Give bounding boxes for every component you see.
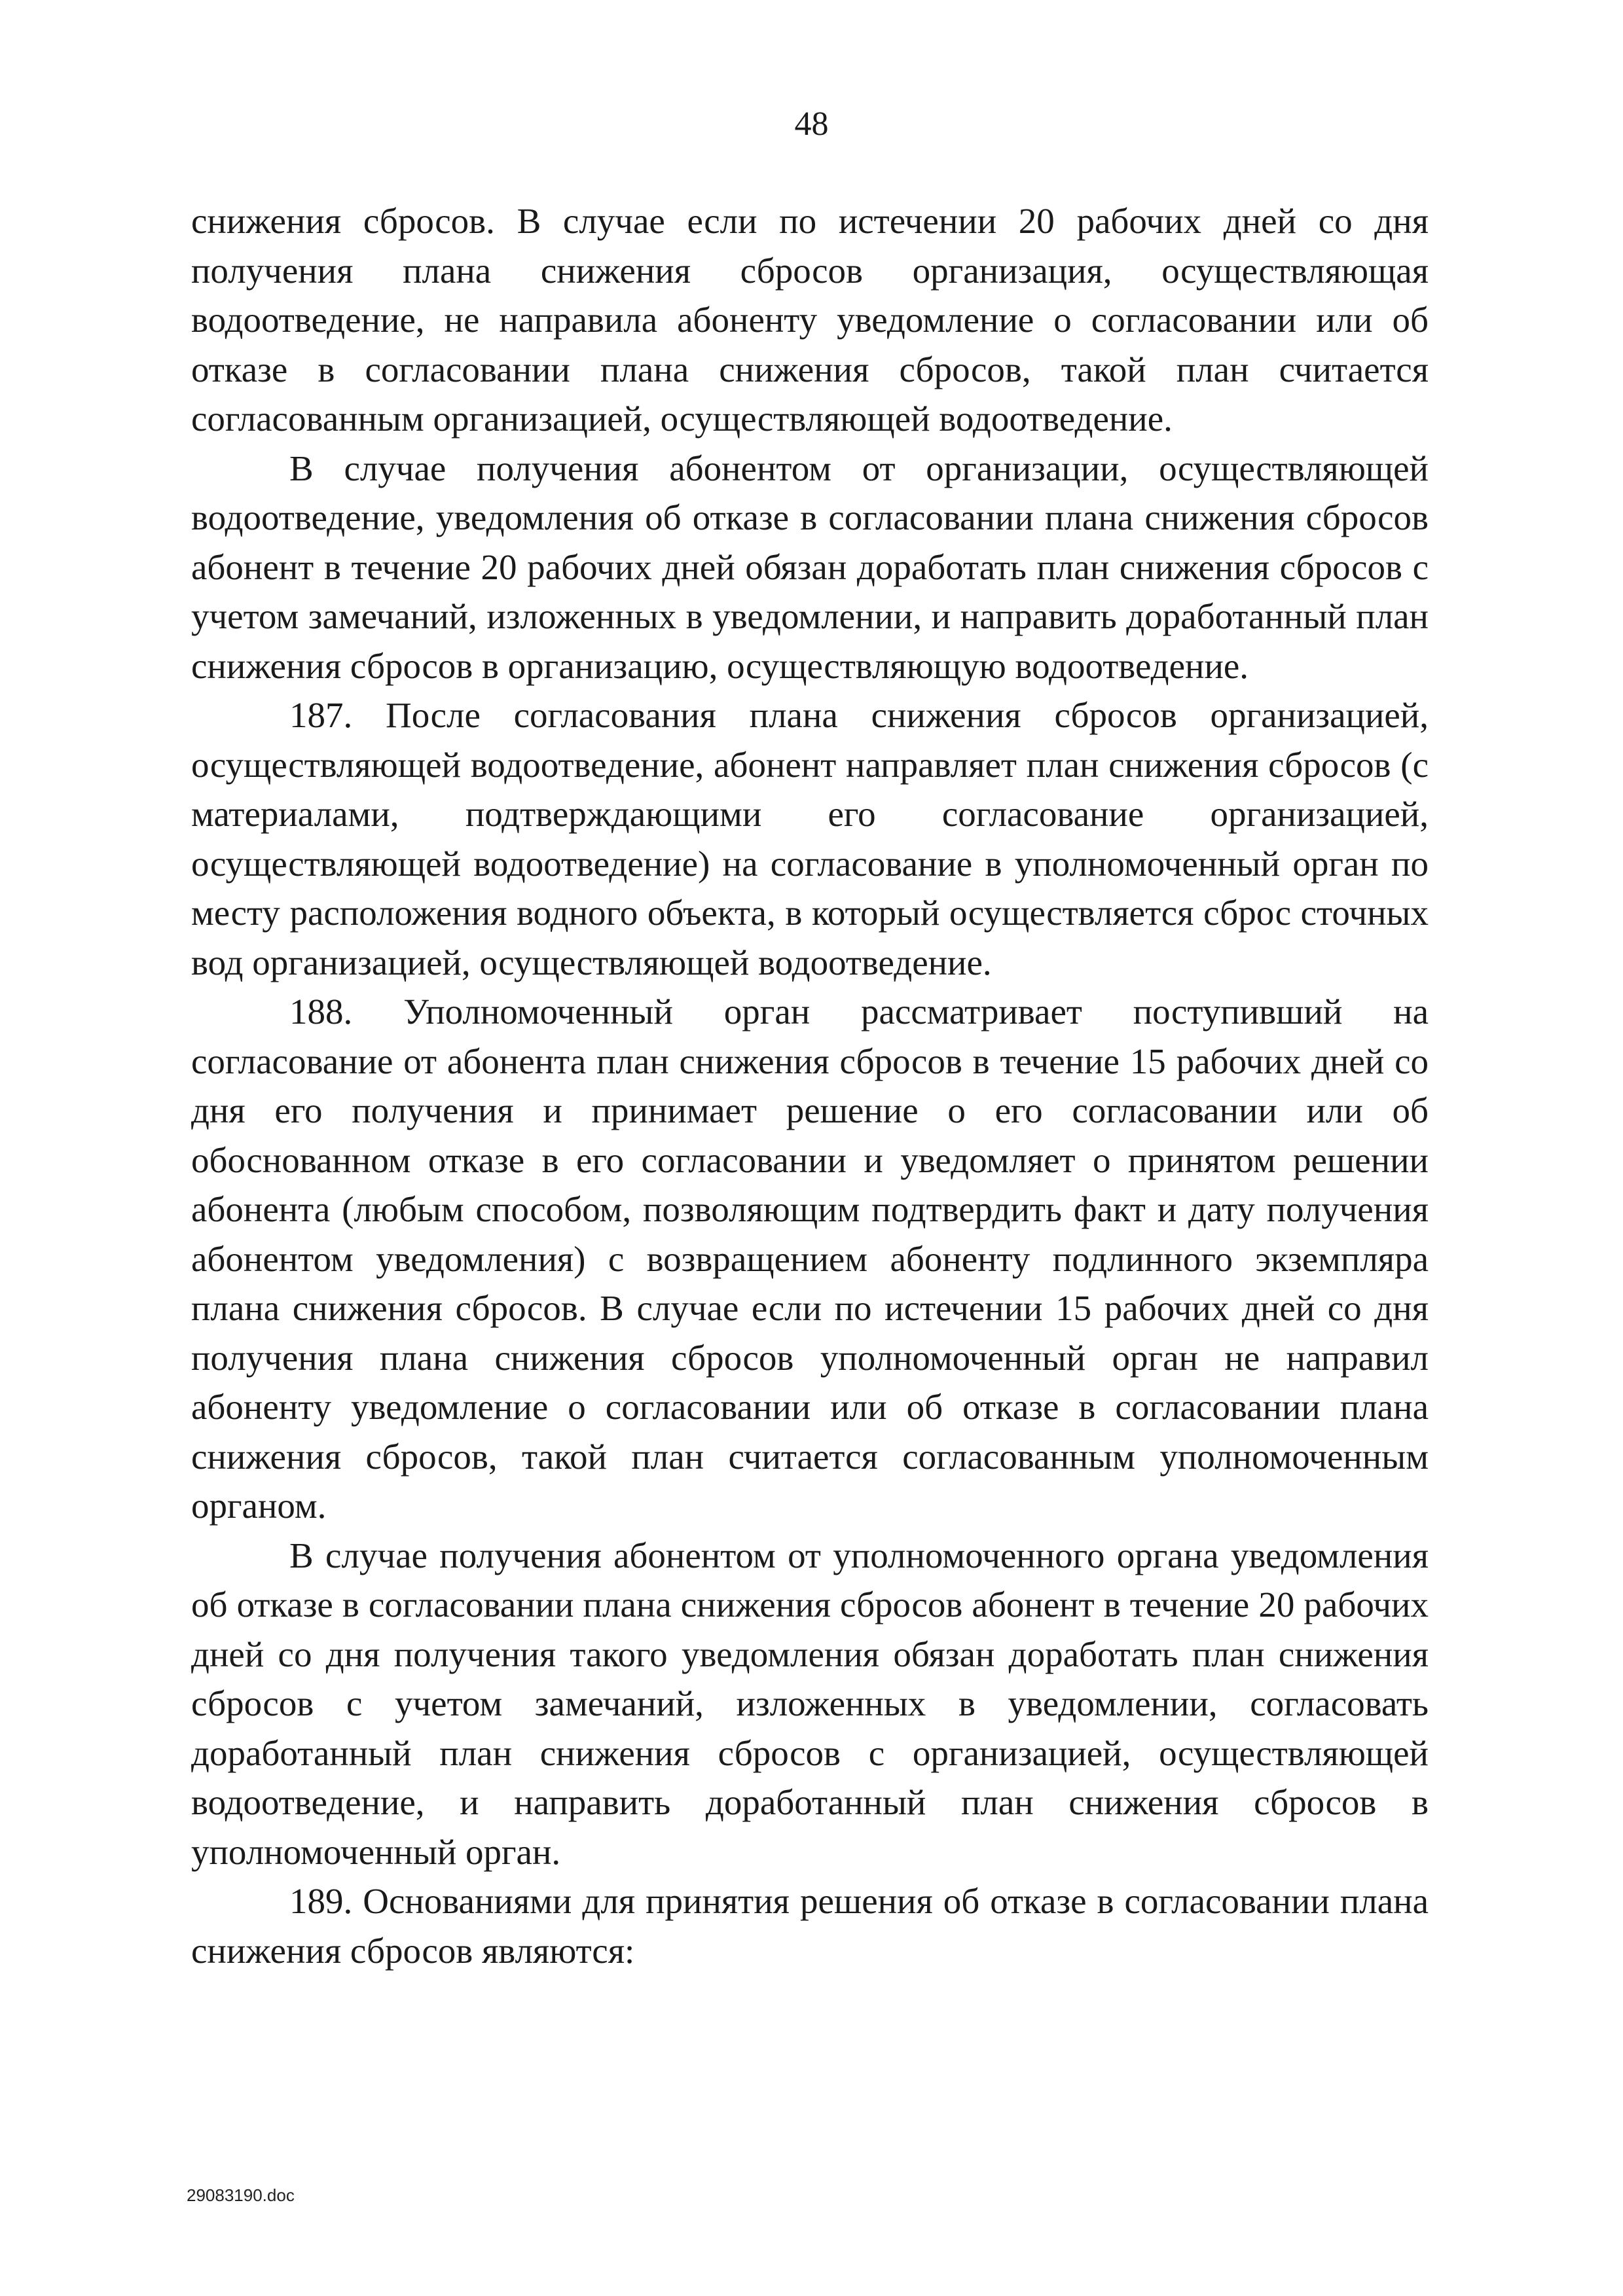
paragraph-item-187: 187. После согласования плана снижения сбросов организацией, осуществляющей водоотведение, абонент направляет план снижения сбросов (с материалами, подтверждающими его согласование организацией, осуществляющей водоотведение) на согласование в уполномоченный орган по месту расположения водного объекта, в который осуществляется сброс сточных вод организацией, осуществляющей водоотведение. — [191, 695, 1429, 982]
paragraph-continuation: снижения сбросов. В случае если по истечении 20 рабочих дней со дня получения плана снижения сбросов организация, осуществляющая водоотведение, не направила абоненту уведомление о согласовании или об отказе в согласовании плана снижения сбросов, такой план считается согласованным организацией, осуществляющей водоотведение. — [191, 201, 1429, 439]
document-body — [191, 196, 1429, 1975]
footer-file-name: 29083190.doc — [187, 2185, 295, 2205]
page-number: 48 — [794, 105, 829, 143]
paragraph-item-189: 189. Основаниями для принятия решения об отказе в согласовании плана снижения сбросов являются: — [191, 1881, 1429, 1971]
paragraph: В случае получения абонентом от организации, осуществляющей водоотведение, уведомления об отказе в согласовании плана снижения сбросов абонент в течение 20 рабочих дней обязан доработать план снижения сбросов с учетом замечаний, изложенных в уведомлении, и направить доработанный план снижения сбросов в организацию, осуществляющую водоотведение. — [191, 448, 1429, 686]
paragraph: В случае получения абонентом от уполномоченного органа уведомления об отказе в согласовании плана снижения сбросов абонент в течение 20 рабочих дней со дня получения такого уведомления обязан доработать план снижения сбросов с учетом замечаний, изложенных в уведомлении, согласовать доработанный план снижения сбросов с организацией, осуществляющей водоотведение, и направить доработанный план снижения сбросов в уполномоченный орган. — [191, 1535, 1429, 1872]
paragraph-item-188: 188. Уполномоченный орган рассматривает поступивший на согласование от абонента план снижения сбросов в течение 15 рабочих дней со дня его получения и принимает решение о его согласовании или об обоснованном отказе в его согласовании и уведомляет о принятом решении абонента (любым способом, позволяющим подтвердить факт и дату получения абонентом уведомления) с возвращением абоненту подлинного экземпляра плана снижения сбросов. В случае если по истечении 15 рабочих дней со дня получения плана снижения сбросов уполномоченный орган не направил абоненту уведомление о согласовании или об отказе в согласовании плана снижения сбросов, такой план считается согласованным уполномоченным органом. — [191, 992, 1429, 1526]
